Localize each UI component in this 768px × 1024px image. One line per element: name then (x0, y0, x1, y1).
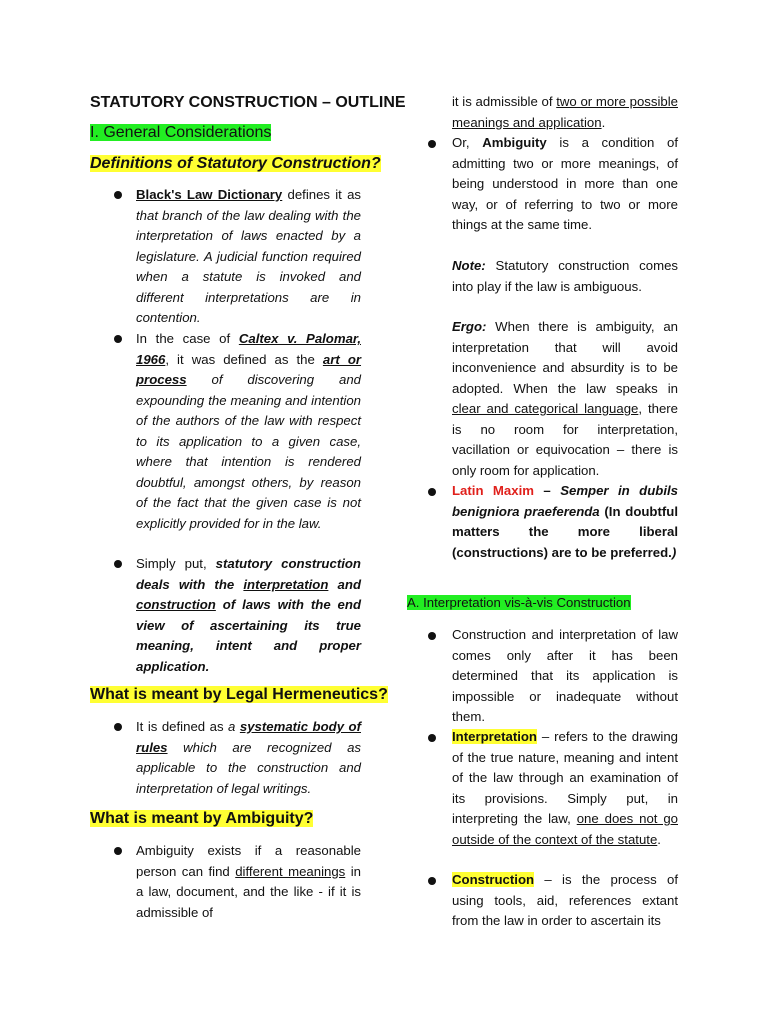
bullet (428, 140, 436, 148)
question-ambiguity: What is meant by Ambiguity? (90, 810, 314, 827)
blacks-law-definition: Black's Law Dictionary defines it as that branch of the law dealing with the interpretation of laws enacted by a legislature. A judicial function required when a statute is invoked and different interpretations are in contention. (136, 187, 362, 325)
section-heading-general: I. General Considerations (90, 124, 272, 141)
caltex-definition: In the case of Caltex v. Palomar, 1966, it was defined as the art or process of discovering and expounding the meaning and intention of the authors of the law with respect to its application to a given case, where that intention is rendered doubtful, amongst others, by reason of the fact that the given case is not explicitly provided for in the law. (136, 331, 362, 531)
hermeneutics-definition: It is defined as a systematic body of rules which are recognized as applicable to the construction and interpretation of legal writings. (136, 719, 361, 796)
question-definitions: Definitions of Statutory Construction? (90, 155, 381, 172)
interpretation-definition: Interpretation – refers to the drawing of the true nature, meaning and intent of the law through an examination of its provisions. Simply put, in interpreting the law, one does not go outside of the context of the statute. (452, 729, 678, 847)
question-hermeneutics: What is meant by Legal Hermeneutics? (90, 686, 388, 703)
bullet (114, 335, 122, 343)
note-paragraph: Note: Statutory construction comes into play if the law is ambiguous. (452, 258, 678, 294)
construction-interpretation-paragraph: Construction and interpretation of law comes only after it has been determined that its application is impossible or inadequate without them. (452, 627, 678, 724)
simply-put-definition: Simply put, statutory construction deals with the interpretation and construction of laws with the end view of ascertaining its true meaning, intent and proper application. (136, 556, 362, 674)
bullet (114, 723, 122, 731)
bullet (114, 847, 122, 855)
latin-maxim: Latin Maxim – Semper in dubils benigniora praeferenda (In doubtful matters the more liberal (constructions) are to be preferred.) (452, 483, 678, 560)
ambiguity-definition-part2: it is admissible of two or more possible meanings and application. (452, 94, 678, 130)
bullet (428, 488, 436, 496)
bullet (114, 191, 122, 199)
ergo-paragraph: Ergo: When there is ambiguity, an interpretation that will avoid inconvenience and absurdity is to be adopted. When the law speaks in clear and categorical language, there is no room for interpretation, vacillation or equivocation – there is only room for application. (452, 319, 679, 478)
page-title: STATUTORY CONSTRUCTION – OUTLINE (90, 94, 406, 111)
bullet (428, 632, 436, 640)
bullet (428, 877, 436, 885)
construction-definition: Construction – is the process of using tools, aid, references extant from the law in order to ascertain its (452, 872, 678, 928)
bullet (428, 734, 436, 742)
bullet (114, 560, 122, 568)
ambiguity-definition-part1: Ambiguity exists if a reasonable person can find different meanings in a law, document, and the like - if it is admissible of (136, 843, 361, 920)
section-heading-interpretation-construction: A. Interpretation vis-à-vis Construction (407, 595, 631, 610)
ambiguity-condition: Or, Ambiguity is a condition of admitting two or more meanings, of being understood in more than one way, or of referring to two or more things at the same time. (452, 135, 678, 232)
